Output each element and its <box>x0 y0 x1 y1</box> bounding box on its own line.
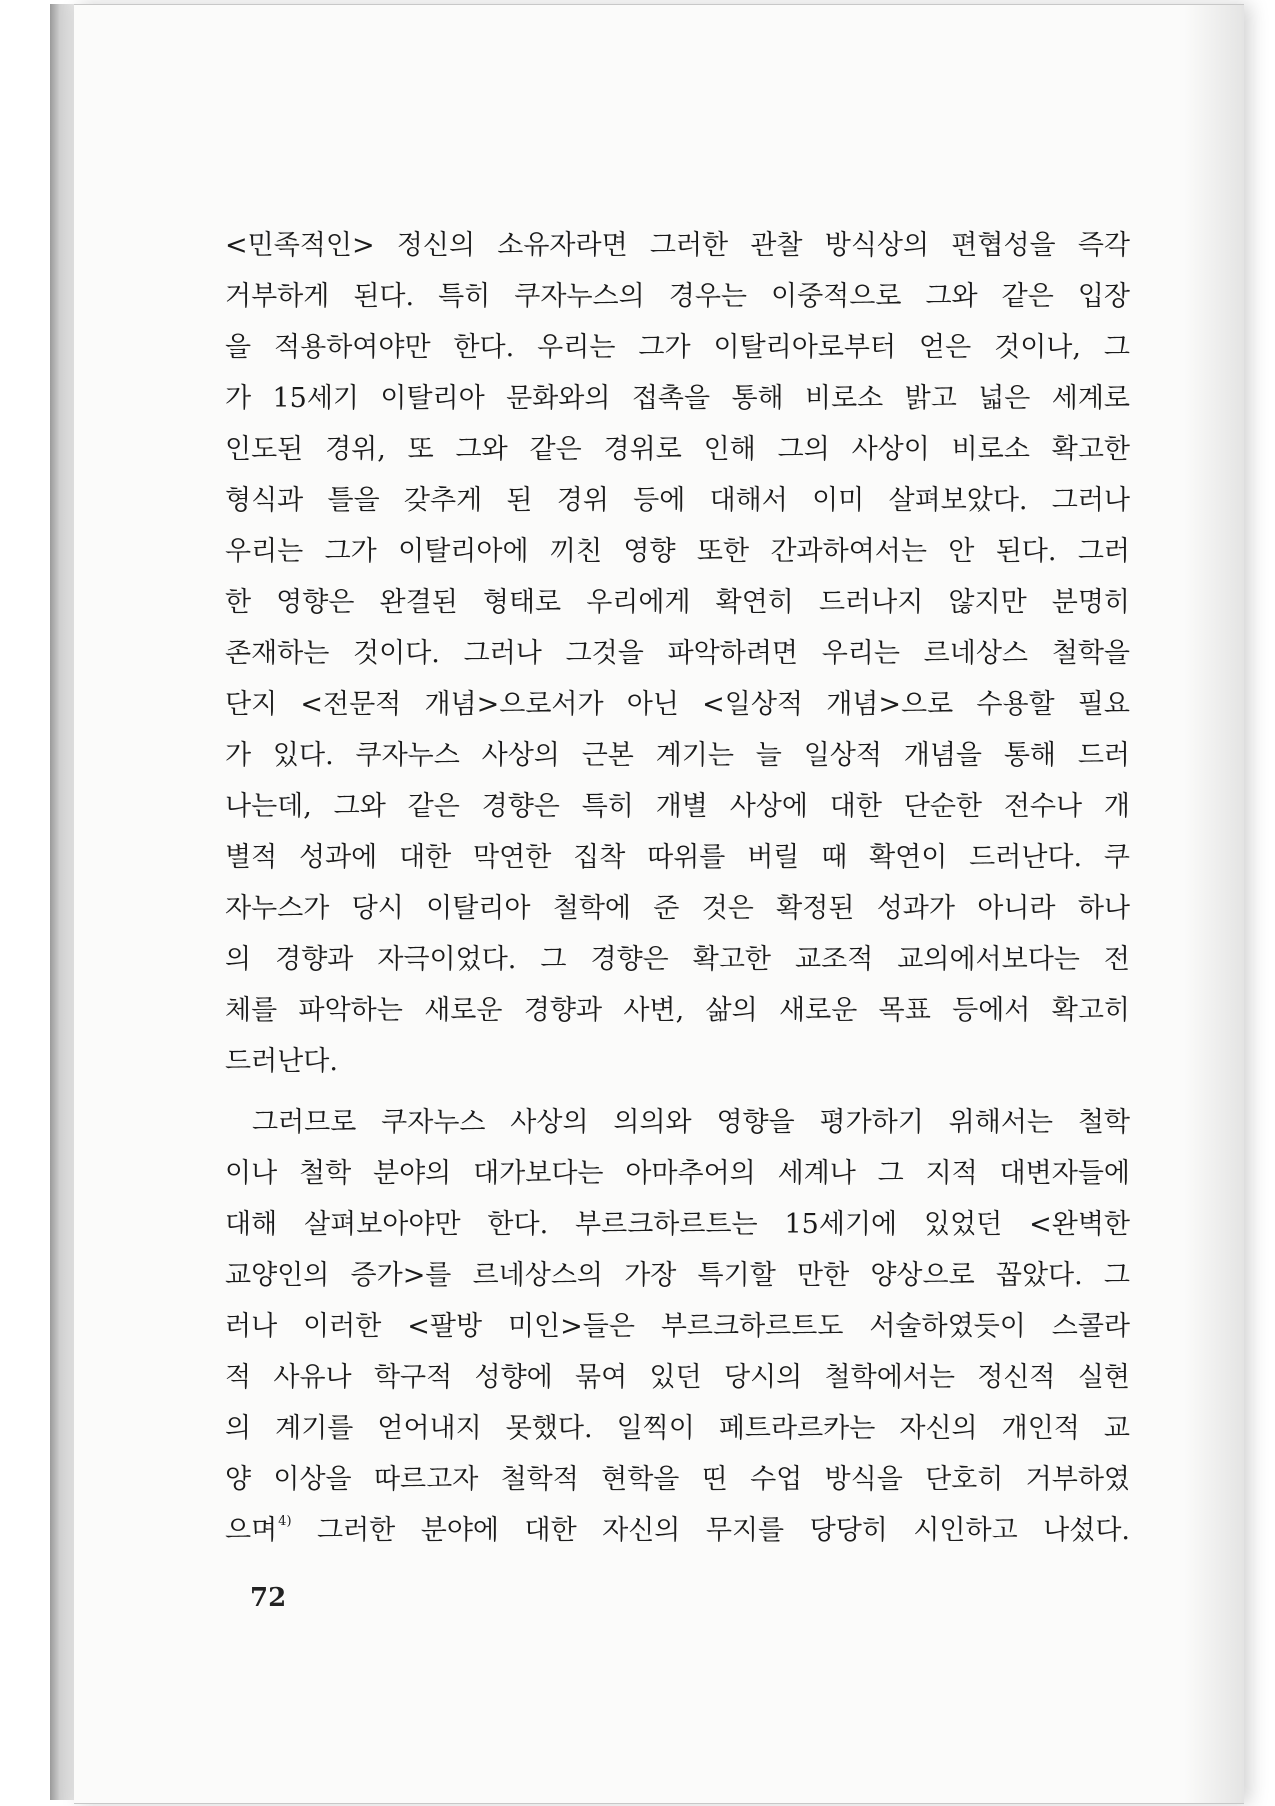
text-line <box>225 1505 1130 1556</box>
text-line: 형식과 틀을 갖추게 된 경위 등에 대해서 이미 살펴보았다. 그러나 <box>225 485 1130 516</box>
text-line: 그러므로 쿠자누스 사상의 의의와 영향을 평가하기 위해서는 철학 <box>252 1107 1130 1138</box>
text-line: 교양인의 증가>를 르네상스의 가장 특기할 만한 양상으로 꼽았다. 그 <box>225 1260 1130 1291</box>
text-line: 자누스가 당시 이탈리아 철학에 준 것은 확정된 성과가 아니라 하나 <box>225 893 1130 924</box>
text-line: 가 15세기 이탈리아 문화와의 접촉을 통해 비로소 밝고 넓은 세계로 <box>225 383 1130 414</box>
text-line: 드러난다. <box>225 1046 338 1077</box>
text-line: 대해 살펴보아야만 한다. 부르크하르트는 15세기에 있었던 <완벽한 <box>225 1209 1130 1240</box>
page-number: 72 <box>250 1583 287 1613</box>
text-line: 나는데, 그와 같은 경향은 특히 개별 사상에 대한 단순한 전수나 개 <box>225 791 1130 822</box>
text-line: 존재하는 것이다. 그러나 그것을 파악하려면 우리는 르네상스 철학을 <box>225 638 1130 669</box>
text-line: 별적 성과에 대한 막연한 집착 따위를 버릴 때 확연이 드러난다. 쿠 <box>225 842 1130 873</box>
paragraph-gap <box>225 1087 1130 1097</box>
footnote-marker[interactable]: 4) <box>278 1514 292 1529</box>
text-line: <민족적인> 정신의 소유자라면 그러한 관찰 방식상의 편협성을 즉각 <box>225 230 1130 261</box>
body-text <box>225 220 1130 1556</box>
text-line: 거부하게 된다. 특히 쿠자누스의 경우는 이중적으로 그와 같은 입장 <box>225 281 1130 312</box>
text-line: 인도된 경위, 또 그와 같은 경위로 인해 그의 사상이 비로소 확고한 <box>225 434 1130 465</box>
text-line: 가 있다. 쿠자누스 사상의 근본 계기는 늘 일상적 개념을 통해 드러 <box>225 740 1130 771</box>
text-line: 의 계기를 얻어내지 못했다. 일찍이 페트라르카는 자신의 개인적 교 <box>225 1413 1130 1444</box>
text-line: 적 사유나 학구적 성향에 묶여 있던 당시의 철학에서는 정신적 실현 <box>225 1362 1130 1393</box>
text-line: 을 적용하여야만 한다. 우리는 그가 이탈리아로부터 얻은 것이나, 그 <box>225 332 1130 363</box>
text-line: 우리는 그가 이탈리아에 끼친 영향 또한 간과하여서는 안 된다. 그러 <box>225 536 1130 567</box>
text-line: 러나 이러한 <팔방 미인>들은 부르크하르트도 서술하였듯이 스콜라 <box>225 1311 1130 1342</box>
text-fragment: 으며 <box>225 1515 278 1546</box>
text-line: 의 경향과 자극이었다. 그 경향은 확고한 교조적 교의에서보다는 전 <box>225 944 1130 975</box>
text-fragment: 그러한 분야에 대한 자신의 무지를 당당히 시인하고 나섰다. <box>317 1515 1130 1546</box>
text-line: 단지 <전문적 개념>으로서가 아닌 <일상적 개념>으로 수용할 필요 <box>225 689 1130 720</box>
text-line: 체를 파악하는 새로운 경향과 사변, 삶의 새로운 목표 등에서 확고히 <box>225 995 1130 1026</box>
page-edge-shadow <box>1184 5 1244 1803</box>
text-line: 한 영향은 완결된 형태로 우리에게 확연히 드러나지 않지만 분명히 <box>225 587 1130 618</box>
text-line: 이나 철학 분야의 대가보다는 아마추어의 세계나 그 지적 대변자들에 <box>225 1158 1130 1189</box>
text-line: 양 이상을 따르고자 철학적 현학을 띤 수업 방식을 단호히 거부하였 <box>225 1464 1130 1495</box>
